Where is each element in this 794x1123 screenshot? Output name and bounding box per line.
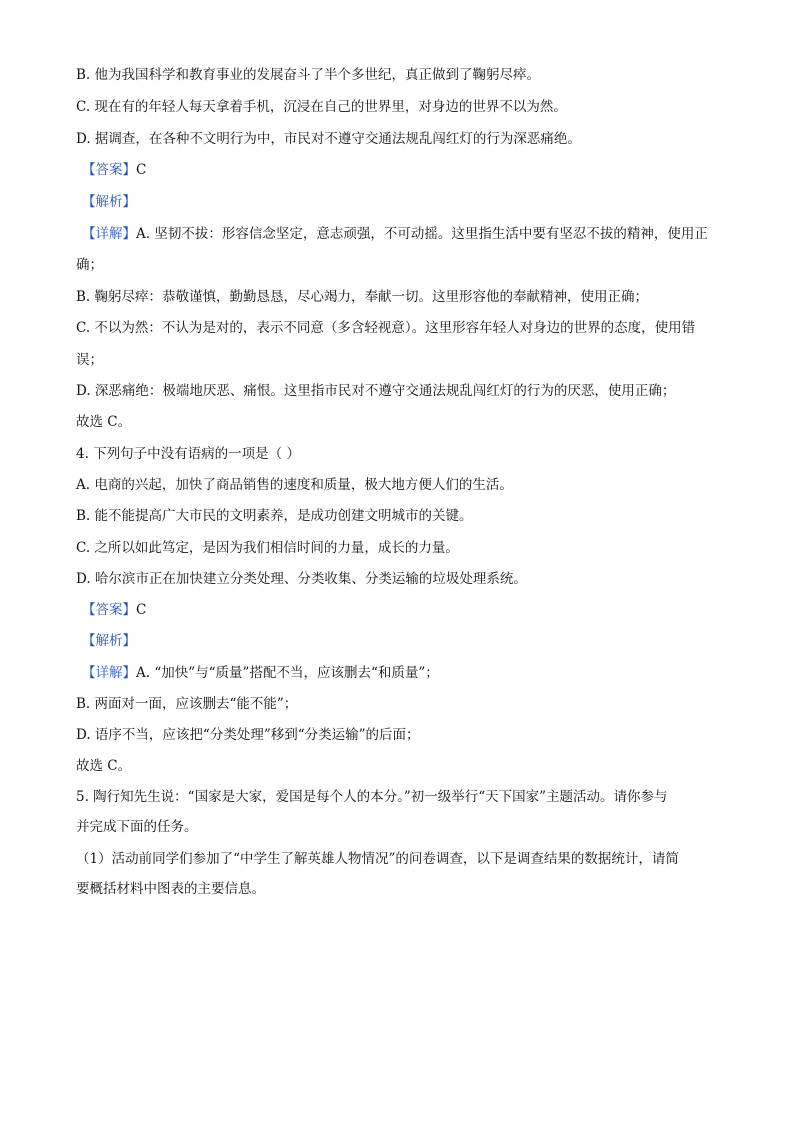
option-d-line: D. 据调查，在各种不文明行为中，市民对不遵守交通法规乱闯红灯的行为深恶痛绝。 xyxy=(76,131,581,147)
explanation-tag: 【详解】 xyxy=(82,226,136,242)
answer-tag: 【答案】 xyxy=(82,162,136,178)
explanation-line: D. 语序不当，应该把“分类处理”移到“分类运输”的后面； xyxy=(76,727,420,743)
option-c-line: C. 之所以如此笃定，是因为我们相信时间的力量，成长的力量。 xyxy=(76,540,459,556)
analysis-heading xyxy=(82,193,136,211)
answer-line: 【答案】C xyxy=(82,162,147,178)
conclusion-line: 故选 C。 xyxy=(76,414,132,430)
analysis-tag: 【解析】 xyxy=(82,633,136,649)
explanation-line: D. 深恶痛绝：极端地厌恶、痛恨。这里指市民对不遵守交通法规乱闯红灯的行为的厌恶，使用正确； xyxy=(76,383,676,399)
question-5-stem: 并完成下面的任务。 xyxy=(76,819,198,835)
option-a-line: A. 电商的兴起，加快了商品销售的速度和质量，极大地方便人们的生活。 xyxy=(76,477,513,493)
explanation-tag: 【详解】 xyxy=(82,665,136,681)
option-c-line: C. 现在有的年轻人每天拿着手机，沉浸在自己的世界里，对身边的世界不以为然。 xyxy=(76,99,567,115)
subquestion-1: （1）活动前同学们参加了“中学生了解英雄人物情况”的问卷调查，以下是调查结果的数据统计，请简 xyxy=(76,851,679,867)
option-b-line: B. 他为我国科学和教育事业的发展奋斗了半个多世纪，真正做到了鞠躬尽瘁。 xyxy=(76,67,541,83)
conclusion-line: 故选 C。 xyxy=(76,758,132,774)
subquestion-1: 要概括材料中图表的主要信息。 xyxy=(76,881,265,897)
option-d-line: D. 哈尔滨市正在加快建立分类处理、分类收集、分类运输的垃圾处理系统。 xyxy=(76,571,527,587)
option-b-line: B. 能不能提高广大市民的文明素养，是成功创建文明城市的关键。 xyxy=(76,508,473,524)
explanation-line: 确； xyxy=(76,257,103,273)
analysis-tag: 【解析】 xyxy=(82,194,136,210)
question-4-stem: 4. 下列句子中没有语病的一项是（ ） xyxy=(76,446,300,462)
question-5-stem: 5. 陶行知先生说：“国家是大家，爱国是每个人的本分。”初一级举行“天下国家”主题活动。请你参与 xyxy=(76,789,668,805)
answer-line: 【答案】C xyxy=(82,602,147,618)
explanation-line: B. 鞠躬尽瘁：恭敬谨慎，勤勤恳恳，尽心竭力，奉献一切。这里形容他的奉献精神，使用正确； xyxy=(76,289,649,305)
explanation-line: C. 不以为然：不认为是对的，表示不同意（多含轻视意）。这里形容年轻人对身边的世界的态度，使用错 xyxy=(76,320,696,336)
explanation-line: 误； xyxy=(76,352,103,368)
explanation-line: B. 两面对一面，应该删去“能不能”； xyxy=(76,696,298,712)
answer-tag: 【答案】 xyxy=(82,602,136,618)
analysis-heading xyxy=(82,632,136,650)
explanation-line: 【详解】A. 坚韧不拔：形容信念坚定，意志顽强，不可动摇。这里指生活中要有坚忍不拔的精神，使用正 xyxy=(82,226,708,242)
explanation-line: 【详解】A. “加快”与“质量”搭配不当，应该删去“和质量”； xyxy=(82,665,439,681)
